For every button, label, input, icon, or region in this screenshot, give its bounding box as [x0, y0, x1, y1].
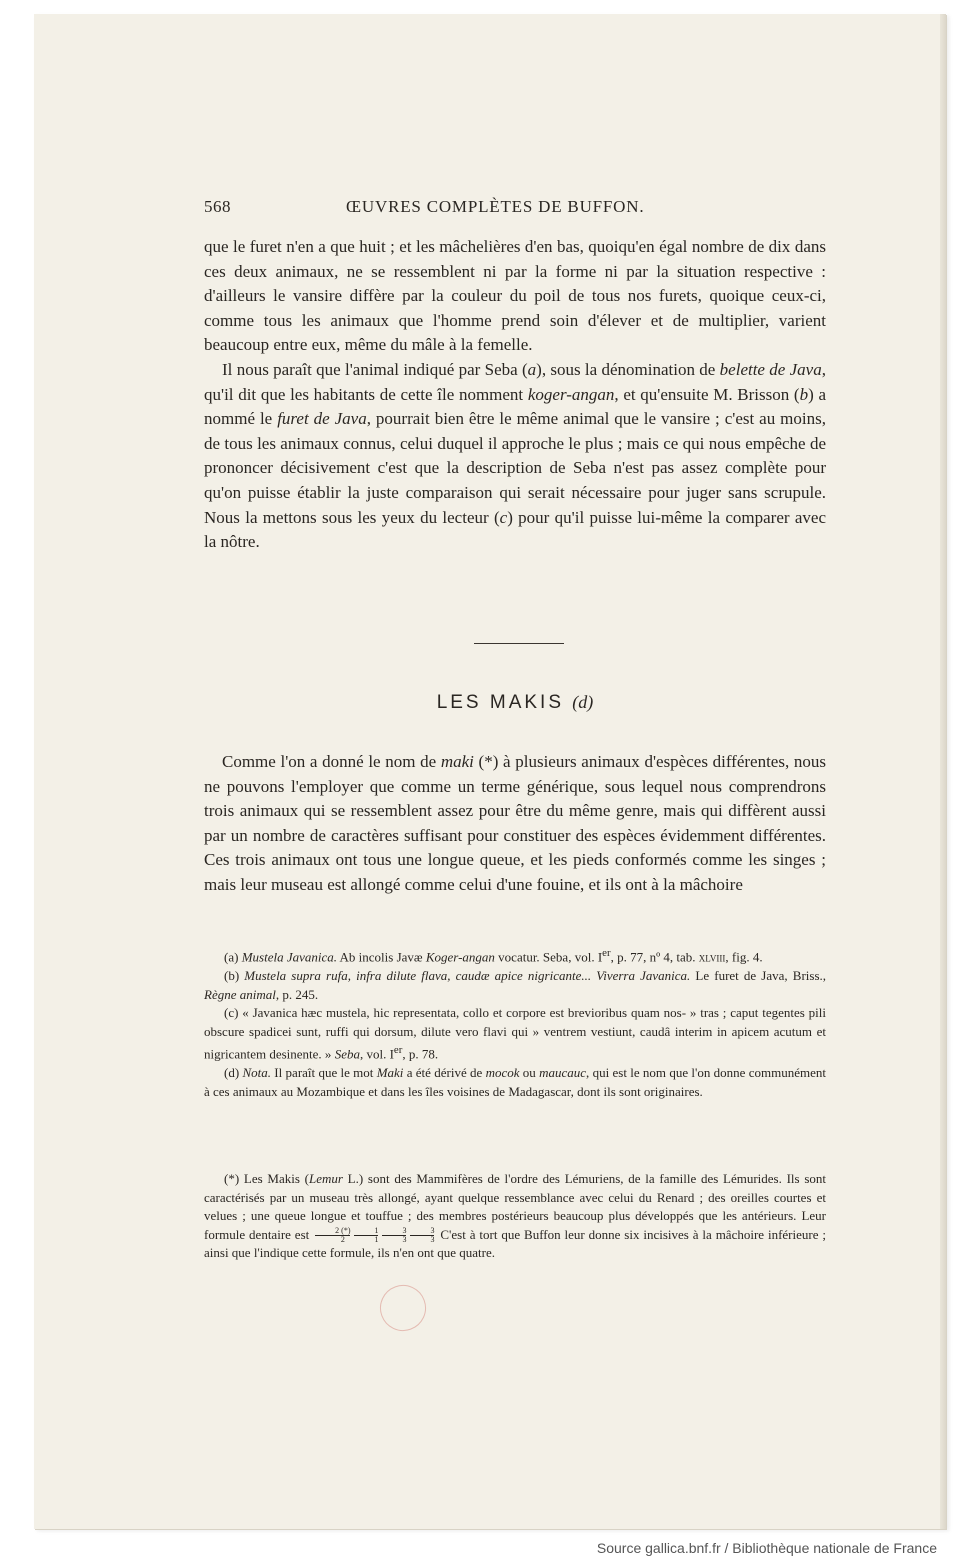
superscript: er	[393, 1044, 403, 1057]
dental-fraction	[382, 1227, 406, 1244]
footnote-c	[204, 1004, 826, 1064]
footnote-d	[204, 1064, 826, 1101]
footnote-term: mocok	[485, 1065, 520, 1081]
fraction-denominator: 1	[374, 1235, 379, 1245]
fraction-denominator: 3	[402, 1235, 407, 1245]
term-koger-angan: koger-angan	[527, 384, 615, 404]
footnote-label: (b)	[224, 967, 240, 983]
text-run: (*) à plusieurs animaux d'espèces différentes, nous ne pouvons l'employer que comme un terme générique, sous lequel nous comprendrons trois animaux qui se ressemblent assez pour être du même genre, mais qui diffèrent aussi par un nombre de caractères suffisant pour constituer des espèces évidemment différentes. Ces trois animaux ont tous une longue queue, et les pieds conformés comme les singes ; mais leur museau est allongé comme celui d'une fouine, et ils ont à la mâchoire	[204, 752, 826, 894]
text-run: ou	[519, 1065, 540, 1081]
footnote-term: maucauc	[539, 1065, 587, 1081]
main-text-top	[204, 235, 826, 555]
text-run: Comme l'on a donné le nom de	[222, 752, 441, 771]
text-run: , qui est le nom que l'on donne communément à ces animaux au Mozambique et dans les îles voisines de Madagascar, dont ils sont originaires.	[204, 1065, 826, 1099]
text-run: , p. 78.	[402, 1046, 439, 1062]
text-run: L.) sont des Mammifères de l'ordre des Lémuriens, de la famille des Lémurides. Ils sont caractérisés par un museau très allongé, ayant quelque ressemblance avec celui du Renard ; des oreilles courtes et velues ; une queue longue et touffue ; des membres postérieurs beaucoup plus développés que les antérieurs. Leur formule dentaire est	[204, 1171, 827, 1242]
footnote-a	[204, 944, 826, 967]
editor-note	[204, 1170, 826, 1263]
text-run: (*) Les Makis (	[224, 1171, 309, 1186]
text-run: ) a nommé le	[204, 384, 826, 429]
source-credit: Source gallica.bnf.fr / Bibliothèque nationale de France	[596, 1540, 937, 1556]
star-note	[204, 1170, 826, 1263]
main-text-makis	[204, 750, 826, 898]
text-run: Le furet de Java, Briss.,	[690, 967, 826, 983]
footnote-term: Mustela supra rufa, infra dilute flava, caudæ apice nigricante... Viverra Javanica.	[244, 967, 691, 983]
fraction-numerator: 2 (*)	[315, 1227, 350, 1236]
text-run: a été dérivé de	[403, 1065, 486, 1081]
fraction-numerator: 3	[382, 1227, 406, 1236]
dental-fraction	[410, 1227, 434, 1244]
paragraph-1: que le furet n'en a que huit ; et les mâchelières d'en bas, quoiqu'en égal nombre de dix dans ces deux animaux, ne se ressemblent ni par la forme ni par la situation respective : d'ailleurs le vansire diffère par la couleur du poil de tous nos furets, quoique ceux-ci, comme tous les animaux que l'homme prend soin d'élever et de multiplier, varient beaucoup entre eux, même du mâle à la femelle.	[204, 237, 826, 355]
term-maki: maki	[440, 752, 474, 771]
text-run: , fig. 4.	[725, 949, 763, 965]
term-belette-de-java: belette de Java	[719, 359, 822, 379]
note-ref-c: c	[499, 507, 508, 527]
section-note-ref: (d)	[572, 692, 594, 712]
superscript: er	[602, 947, 611, 959]
footnote-label: (d)	[224, 1065, 240, 1081]
term-lemur: Lemur	[308, 1171, 343, 1186]
paragraph-makis	[204, 750, 826, 898]
dental-fraction	[354, 1227, 378, 1244]
section-title	[204, 692, 826, 714]
text-run: , qu'il dit que les habitants de cette île nomment	[204, 359, 826, 404]
running-title: ŒUVRES COMPLÈTES DE BUFFON.	[346, 197, 645, 216]
footnote-term: Seba	[334, 1046, 360, 1062]
text-run: Ab incolis Javæ	[337, 949, 426, 965]
footnote-term: Nota.	[242, 1065, 272, 1081]
text-run: vocatur. Seba, vol. I	[494, 949, 603, 965]
footnotes	[204, 944, 826, 1101]
term-furet-de-java: furet de Java	[277, 409, 367, 429]
text-run: , et qu'ensuite M. Brisson (	[614, 384, 800, 404]
text-run: ) pour qu'il puisse lui-même la comparer avec la nôtre.	[204, 507, 827, 552]
text-run: Il paraît que le mot	[271, 1065, 377, 1081]
text-run: , pourrait bien être le même animal que le vansire ; c'est au moins, de tous les animaux connus, celui duquel il approche le plus ; mais ce qui nous empêche de prononcer décisivement c'est que la description de Seba n'est pas assez complète pour qu'on puisse établir la juste comparaison qui serait nécessaire pour juger sans scrupule. Nous la mettons sous les yeux du lecteur (	[204, 409, 826, 527]
dental-fraction	[315, 1227, 350, 1244]
roman-numeral: xlviii	[698, 949, 726, 965]
note-ref-b: b	[799, 384, 809, 404]
text-run: (c) « Javanica hæc mustela, hic representata, collo et corpore est brevioribus quam nos- » tras ; caput tegentes pili obscure spadicei sunt, ruffi qui dorsum, dilute vero flavi qui » ventrem vestiunt, caudâ interim in apicem acutum et nigricantem desinente. »	[204, 1005, 826, 1062]
text-run: , p. 245.	[275, 986, 319, 1002]
footnote-term: Règne animal	[204, 986, 276, 1002]
fraction-denominator: 2	[340, 1235, 345, 1245]
fraction-numerator: 3	[410, 1227, 434, 1236]
note-ref-a: a	[527, 359, 537, 379]
footnote-label: (a)	[224, 949, 239, 965]
text-run: C'est à tort que Buffon leur donne six incisives à la mâchoire inférieure ; ainsi que l'indique cette formule, ils n'en ont que quatre.	[204, 1226, 826, 1261]
page-number: 568	[204, 197, 231, 216]
text-run: , p. 77, nº 4, tab.	[610, 949, 699, 965]
section-divider	[474, 643, 564, 644]
page-edge	[940, 14, 946, 1529]
footnote-term: Maki	[376, 1065, 404, 1081]
fraction-numerator: 1	[354, 1227, 378, 1236]
text-run: ), sous la dénomination de	[536, 359, 720, 379]
fraction-denominator: 3	[430, 1235, 435, 1245]
footnote-b	[204, 967, 826, 1004]
text-run: , vol. I	[359, 1046, 394, 1062]
footnote-term: Mustela Javanica.	[241, 949, 337, 965]
section-title-text: LES MAKIS	[436, 692, 565, 713]
text-run: Il nous paraît que l'animal indiqué par Seba (	[222, 359, 528, 379]
footnote-term: Koger-angan	[425, 949, 495, 965]
paragraph-2	[204, 358, 826, 555]
